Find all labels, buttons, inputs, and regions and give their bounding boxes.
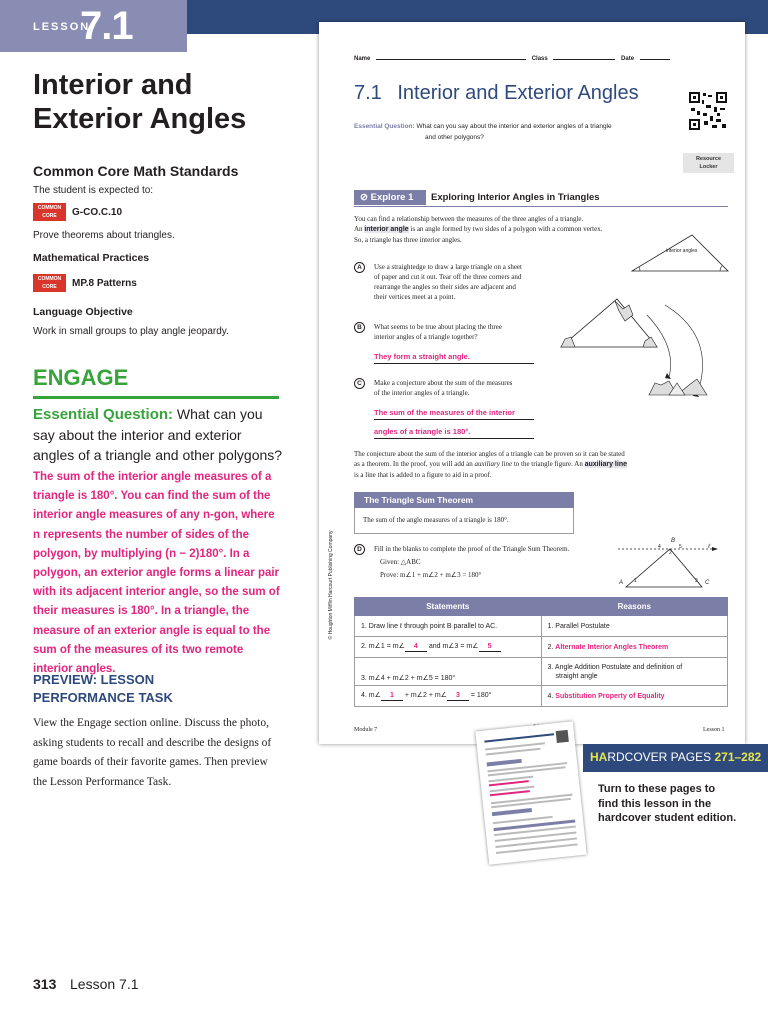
step-d-marker: D: [354, 544, 365, 555]
step-b-line1: What seems to be true about placing the three: [374, 323, 502, 331]
expected-text: The student is expected to:: [33, 185, 154, 196]
page-eq-text2: and other polygons?: [425, 134, 484, 141]
reason2-answer: Alternate Interior Angles Theorem: [555, 643, 669, 651]
standard-desc: Prove theorems about triangles.: [33, 230, 175, 241]
intro-line1: You can find a relationship between the measures of the three angles of a triangle.: [354, 215, 584, 223]
conj-2c: to the triangle figure. An: [512, 460, 585, 468]
explore-title: Exploring Interior Angles in Triangles: [431, 192, 600, 203]
essential-question: [33, 404, 283, 465]
stmt4-a: 4. m∠: [361, 692, 381, 699]
step-a-marker: A: [354, 262, 365, 273]
step-a-line2: of paper and cut it out. Tear off the three corners and: [374, 273, 522, 281]
theorem-title: The Triangle Sum Theorem: [354, 492, 574, 508]
hardcover-pages: [590, 750, 761, 764]
step-c-answer-1: The sum of the measures of the interior: [374, 407, 534, 420]
resource-label-1: Resource: [695, 156, 722, 162]
standard-code: G-CO.C.10: [72, 207, 123, 218]
conjecture-text: [354, 449, 734, 480]
conj-2d: auxiliary line: [584, 461, 627, 468]
lesson-number: 7.1: [80, 4, 133, 48]
eq-text: What can you say about the interior and exterior angles of a triangle and other polygons?: [33, 406, 283, 463]
hardcover-label: RDCOVER PAGES: [607, 750, 715, 764]
fig-label-1: 1: [634, 578, 637, 584]
name-label: Name: [354, 56, 371, 62]
engage-divider: [33, 396, 279, 399]
badge-line2: CORE: [42, 284, 57, 290]
resource-locker-button[interactable]: [683, 153, 734, 173]
page-eq: [354, 121, 684, 143]
date-label: Date: [621, 56, 635, 62]
statement-4: [355, 686, 542, 707]
badge-line1: COMMON: [37, 276, 62, 282]
explore-label: Explore 1: [370, 192, 414, 203]
badge-line1: COMMON: [37, 205, 62, 211]
theorem-box: [354, 508, 574, 534]
page-heading: [354, 82, 639, 105]
fig-label-4: 4: [658, 544, 661, 550]
practices-heading: Mathematical Practices: [33, 252, 150, 264]
step-b-text: [374, 322, 554, 342]
intro-2c: is an angle formed by two sides of a polygon with a common vertex.: [408, 225, 603, 233]
figure-label: interior angles: [666, 248, 698, 254]
eq-label: Essential Question:: [33, 406, 174, 423]
qr-code-icon: [688, 91, 728, 131]
conj-line1: The conjecture about the sum of the interior angles of a triangle can be proven so it can be stated: [354, 450, 625, 458]
step-a-text: [374, 262, 564, 302]
step-d-line1: Fill in the blanks to complete the proof of the Triangle Sum Theorem.: [374, 545, 570, 553]
torn-triangle-illustration: [557, 287, 727, 407]
proof-table: [354, 597, 728, 707]
statement-3: 3. m∠4 + m∠2 + m∠5 = 180°: [355, 658, 542, 686]
prove-text: Prove: m∠1 + m∠2 + m∠3 = 180°: [380, 571, 482, 579]
hardcover-page-range: 271–282: [714, 750, 762, 764]
table-row: [355, 658, 728, 686]
statements-header: Statements: [355, 598, 542, 616]
explore-badge: ⊘ Explore 1: [354, 190, 426, 205]
intro-text: [354, 214, 664, 245]
reasons-header: Reasons: [541, 598, 728, 616]
theorem-text: The sum of the angle measures of a triangle is 180°.: [363, 516, 509, 524]
name-field: [354, 56, 670, 62]
student-page: [319, 22, 745, 744]
hardcover-thumbnail: [475, 721, 586, 865]
stmt4-c: = 180°: [468, 692, 492, 699]
table-row: [355, 637, 728, 658]
lesson-word: LESSON: [33, 21, 91, 33]
preview-text: View the Engage section online. Discuss the photo, asking students to recall and describe the designs of game boards of their favorite games. Then preview the Lesson Performance Task.: [33, 717, 272, 788]
statement-1: 1. Draw line ℓ through point B parallel to AC.: [355, 616, 542, 637]
stmt2-b: and m∠3 = m∠: [426, 643, 479, 650]
preview-heading-line2: PERFORMANCE TASK: [33, 690, 173, 705]
page-footer-lesson: Lesson 1: [703, 727, 725, 733]
step-b-line2: interior angles of a triangle together?: [374, 333, 478, 341]
step-a-line4: their vertices meet at a point.: [374, 293, 456, 301]
reason4-answer: Substitution Property of Equality: [555, 692, 665, 700]
table-row: [355, 616, 728, 637]
practice-code: MP.8 Patterns: [72, 278, 137, 289]
table-row: [355, 686, 728, 707]
page-footer-module: Module 7: [354, 727, 378, 733]
page-eq-label: Essential Question:: [354, 123, 415, 130]
reason-3: [541, 658, 728, 686]
stmt2-a: 2. m∠1 = m∠: [361, 643, 405, 650]
reason-1: 1. Parallel Postulate: [541, 616, 728, 637]
intro-term: interior angle: [364, 226, 409, 233]
heading-number: 7.1: [354, 82, 382, 104]
step-a-line3: rearrange the angles so their sides are adjacent and: [374, 283, 516, 291]
step-c-answer-2: angles of a triangle is 180°.: [374, 426, 534, 439]
resource-label-2: Locker: [699, 164, 718, 170]
given-text: Given: △ABC: [380, 558, 421, 566]
intro-2a: An: [354, 225, 365, 233]
stmt2-answer-1: 4: [405, 642, 427, 652]
footer-page-number: 313: [33, 976, 57, 992]
reason-2: [541, 637, 728, 658]
reason3-line2: straight angle: [555, 672, 598, 680]
reason3-line1: 3. Angle Addition Postulate and definition of: [547, 663, 683, 671]
fig-label-3: 3: [695, 578, 698, 584]
proof-triangle-figure: [614, 537, 734, 592]
preview-heading-line1: PREVIEW: LESSON: [33, 672, 155, 687]
reason-4: [541, 686, 728, 707]
lesson-tab: [0, 0, 187, 52]
reason2-num: 2.: [547, 643, 556, 651]
step-c-marker: C: [354, 378, 365, 389]
hardcover-ha: HA: [590, 750, 608, 764]
step-c-text: [374, 378, 554, 398]
statement-2: [355, 637, 542, 658]
conj-2b: auxiliary line: [474, 460, 513, 468]
step-d-text: [374, 544, 634, 580]
stmt4-b: + m∠2 + m∠: [402, 692, 447, 699]
standards-heading: Common Core Math Standards: [33, 163, 239, 179]
fig-label-l: ℓ: [708, 544, 710, 550]
fig-label-5: 5: [679, 544, 682, 550]
page-title: Interior and Exterior Angles: [33, 69, 247, 135]
conj-line3: is a line that is added to a figure to aid in a proof.: [354, 471, 492, 479]
step-b-marker: B: [354, 322, 365, 333]
step-c-line2: of the interior angles of a triangle.: [374, 389, 470, 397]
common-core-badge-2: [33, 274, 66, 292]
fig-label-b: B: [671, 538, 676, 544]
stmt4-answer-2: 3: [447, 691, 469, 701]
fig-label-a: A: [619, 580, 624, 586]
heading-title: Interior and Exterior Angles: [397, 82, 639, 104]
objective-text: Work in small groups to play angle jeopardy.: [33, 326, 229, 337]
step-c-line1: Make a conjecture about the sum of the measures: [374, 379, 513, 387]
engage-heading: ENGAGE: [33, 365, 129, 390]
conj-2a: as a theorem. In the proof, you will add an: [354, 460, 475, 468]
common-core-badge: [33, 203, 66, 221]
badge-line2: CORE: [42, 213, 57, 219]
step-a-line1: Use a straightedge to draw a large triangle on a sheet: [374, 263, 522, 271]
fig-label-c: C: [705, 580, 710, 586]
objective-heading: Language Objective: [33, 306, 133, 318]
stmt2-answer-2: 5: [479, 642, 501, 652]
fig-label-2: 2: [669, 550, 672, 556]
step-b-answer: They form a straight angle.: [374, 351, 534, 364]
preview-heading: [33, 671, 283, 707]
intro-line3: So, a triangle has three interior angles.: [354, 236, 462, 244]
reason4-num: 4.: [547, 692, 556, 700]
explore-rule: [354, 206, 728, 207]
copyright: © Houghton Mifflin Harcourt Publishing Company: [328, 530, 334, 640]
stmt4-answer-1: 1: [381, 691, 403, 701]
eq-answer: The sum of the interior angle measures of a triangle is 180°. You can find the sum of the interior angle measures of any n-gon, where n represents the number of sides of the polygon, by multiplying (n − 2)180°. In a polygon, an exterior angle forms a linear pair with its adjacent interior angle, so the sum of their measures is 180°. In a triangle, the measure of an exterior angle is equal to the sum of the measures of its two remote interior angles.: [33, 471, 280, 676]
footer-lesson: Lesson 7.1: [70, 976, 139, 992]
page-eq-text1: What can you say about the interior and exterior angles of a triangle: [416, 123, 612, 130]
hardcover-note: Turn to these pages to find this lesson in the hardcover student edition.: [598, 783, 737, 824]
class-label: Class: [531, 56, 548, 62]
